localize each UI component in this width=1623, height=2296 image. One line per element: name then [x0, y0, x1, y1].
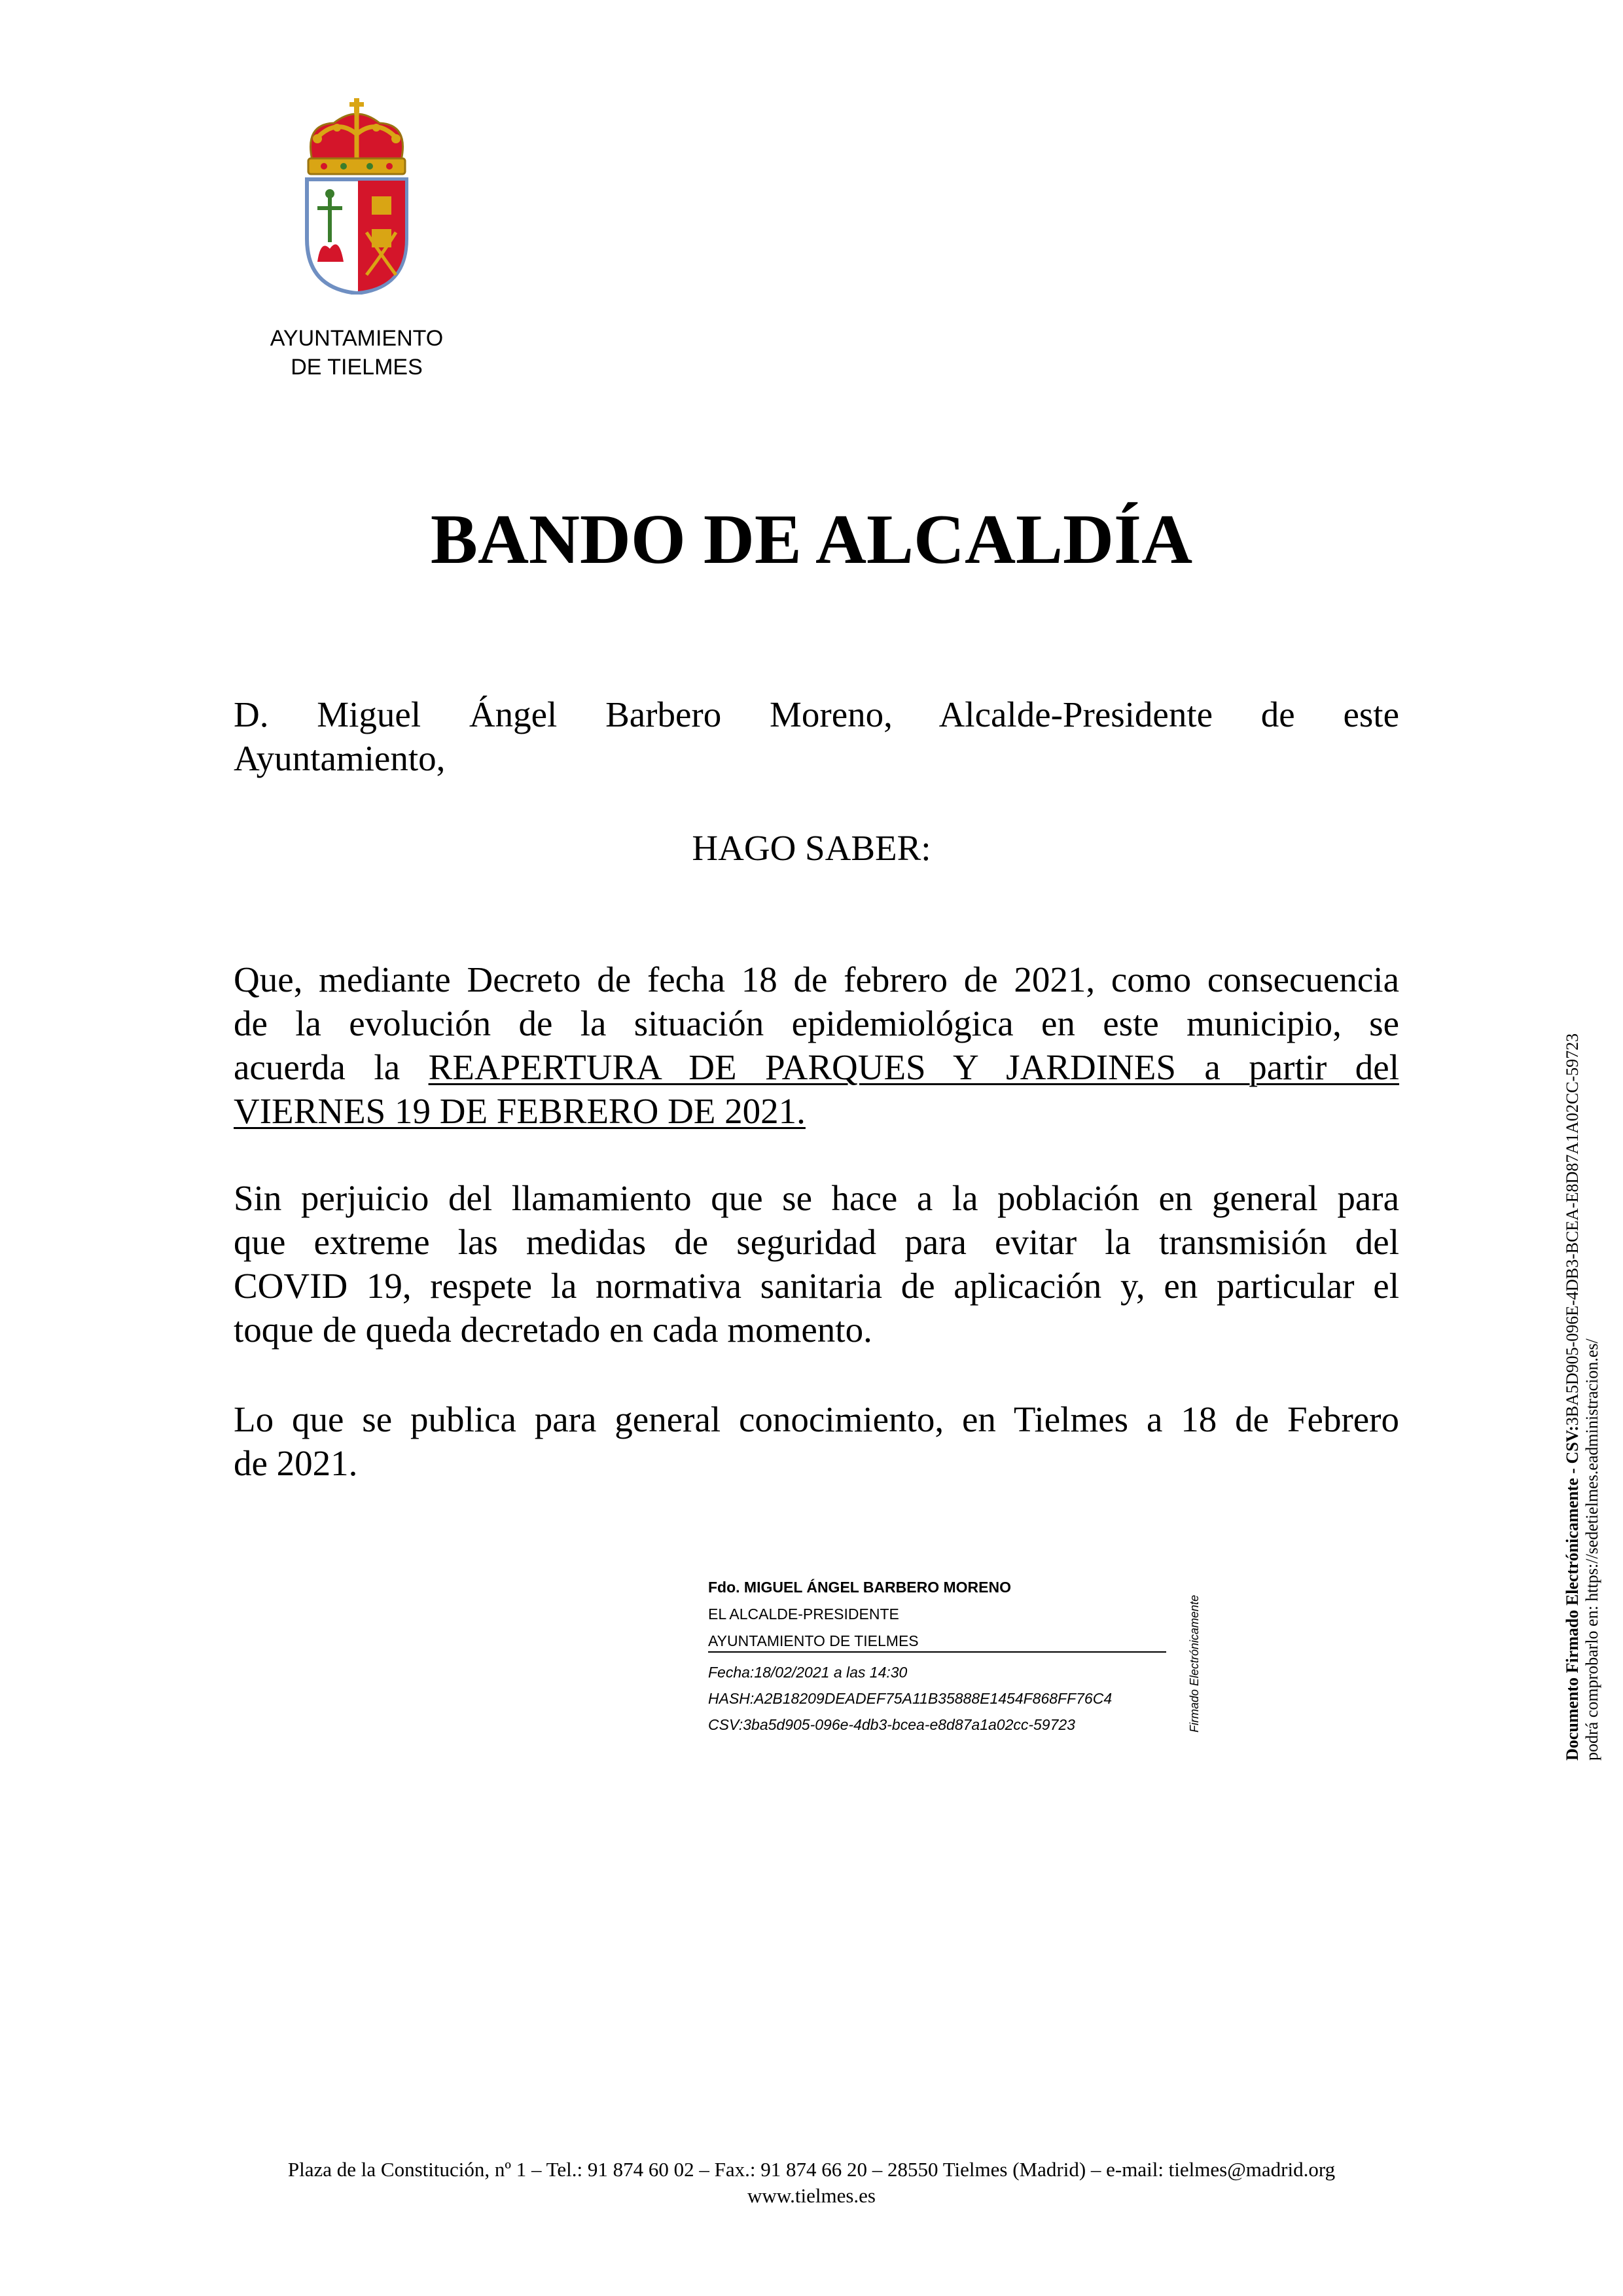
safety-line-1: Sin perjuicio del llamamiento que se hace a la población en general para — [234, 1178, 1399, 1218]
decree-paragraph — [234, 958, 1399, 1133]
reopening-highlight: REAPERTURA DE PARQUES Y JARDINES a partir del — [428, 1047, 1399, 1087]
footer-address: Plaza de la Constitución, nº 1 – Tel.: 91 874 60 02 – Fax.: 91 874 66 20 – 28550 Tielmes (Madrid) – e-mail: tielmes@madrid.org — [287, 2158, 1336, 2181]
safety-line-3: COVID 19, respete la normativa sanitaria de aplicación y, en particular el — [234, 1266, 1399, 1306]
signature-date: Fecha:18/02/2021 a las 14:30 — [708, 1664, 908, 1681]
safety-line-2: que extreme las medidas de seguridad para evitar la transmisión del — [234, 1222, 1399, 1262]
decree-line-3 — [234, 1045, 1399, 1089]
decree-line-4 — [234, 1089, 1399, 1133]
verification-note-line1 — [1563, 1033, 1582, 1761]
signature-electronic-label: Firmado Electrónicamente — [1188, 1594, 1201, 1732]
verification-note-bold: Documento Firmado Electrónicamente - CSV: — [1563, 1426, 1582, 1761]
coat-of-arms-icon — [298, 98, 416, 295]
publication-paragraph — [234, 1397, 1399, 1485]
signature-hash: HASH:A2B18209DEADEF75A11B35888E1454F868FF76C4 — [708, 1690, 1113, 1707]
verification-csv-code: 3BA5D905-096E-4DB3-BCEA-E8D87A1A02CC-59723 — [1563, 1033, 1582, 1426]
document-title: BANDO DE ALCALDÍA — [430, 501, 1193, 579]
decree-line-1: Que, mediante Decreto de fecha 18 de febrero de 2021, como consecuencia — [234, 960, 1399, 999]
signature-signer: Fdo. MIGUEL ÁNGEL BARBERO MORENO — [708, 1579, 1011, 1596]
signature-divider — [708, 1651, 1166, 1653]
reopening-date: VIERNES 19 DE FEBRERO DE 2021. — [234, 1091, 806, 1131]
signature-csv: CSV:3ba5d905-096e-4db3-bcea-e8d87a1a02cc-59723 — [708, 1716, 1075, 1733]
town-name-line2: DE TIELMES — [291, 355, 423, 380]
signature-role: EL ALCALDE-PRESIDENTE — [708, 1605, 899, 1623]
publication-line-2: de 2021. — [234, 1443, 358, 1483]
decree-line-2: de la evolución de la situación epidemiológica en este municipio, se — [234, 1003, 1399, 1043]
intro-line-2: Ayuntamiento, — [234, 738, 446, 778]
intro-line-1: D. Miguel Ángel Barbero Moreno, Alcalde-Presidente de este — [234, 694, 1399, 734]
footer-website[interactable]: www.tielmes.es — [747, 2184, 876, 2207]
safety-line-4: toque de queda decretado en cada momento. — [234, 1310, 872, 1350]
verification-note-line2[interactable]: podrá comprobarlo en: https://sedetielmes.eadministracion.es/ — [1582, 1338, 1601, 1761]
signature-org: AYUNTAMIENTO DE TIELMES — [708, 1632, 919, 1649]
hago-saber-heading: HAGO SABER: — [692, 828, 931, 868]
intro-paragraph — [234, 692, 1399, 780]
town-name-line1: AYUNTAMIENTO — [270, 326, 444, 351]
decree-line-3-pre: acuerda la — [234, 1047, 429, 1087]
safety-paragraph — [234, 1176, 1399, 1352]
publication-line-1: Lo que se publica para general conocimiento, en Tielmes a 18 de Febrero — [234, 1399, 1399, 1439]
